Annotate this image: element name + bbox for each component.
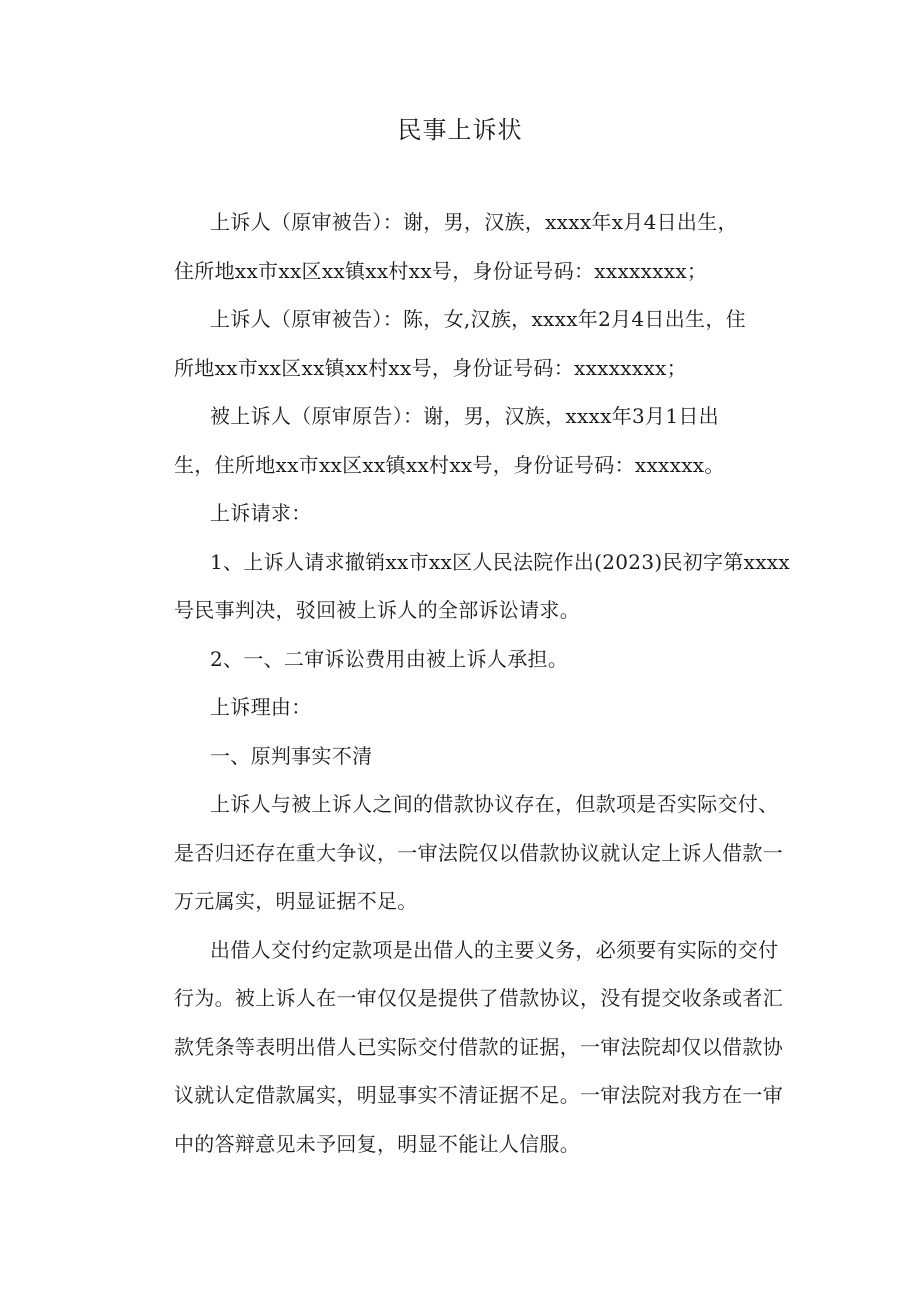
- text-line: 上诉人与被上诉人之间的借款协议存在，但款项是否实际交付、: [210, 792, 779, 816]
- text-line: 生，住所地xx市xx区xx镇xx村xx号，身份证号码：xxxxxx。: [174, 452, 725, 477]
- text-line: 出借人交付约定款项是出借人的主要义务，必须要有实际的交付: [210, 937, 779, 962]
- text-line: 中的答辩意见未予回复，明显不能让人信服。: [174, 1131, 580, 1156]
- heading-appeal-reasons: [138, 683, 786, 732]
- text-line: 住所地xx市xx区xx镇xx村xx号，身份证号码：xxxxxxxx；: [174, 258, 708, 283]
- paragraph-appellant-1: [138, 198, 786, 295]
- text-line: 所地xx市xx区xx镇xx村xx号，身份证号码：xxxxxxxx；: [174, 355, 687, 380]
- text-line: 上诉理由：: [210, 695, 312, 719]
- text-line: 是否归还存在重大争议，一审法院仅以借款协议就认定上诉人借款一: [174, 840, 783, 865]
- paragraph-request-2: [138, 635, 786, 684]
- text-line: 上诉人（原审被告）：陈，女,汉族，xxxx年2月4日出生，住: [210, 307, 746, 331]
- text-line: 上诉人（原审被告）：谢，男，汉族，xxxx年x月4日出生，: [210, 210, 738, 234]
- text-line: 万元属实，明显证据不足。: [174, 889, 418, 913]
- text-line: 议就认定借款属实，明显事实不清证据不足。一审法院对我方在一审: [174, 1083, 783, 1107]
- paragraph-appellee: [138, 392, 786, 489]
- text-line: 款凭条等表明出借人已实际交付借款的证据，一审法院却仅以借款协: [174, 1034, 783, 1059]
- text-line: 被上诉人（原审原告）：谢，男，汉族，xxxx年3月1日出: [210, 404, 719, 428]
- text-line: 一、原判事实不清: [210, 743, 373, 768]
- text-line: 行为。被上诉人在一审仅仅是提供了借款协议，没有提交收条或者汇: [174, 986, 783, 1010]
- paragraph-reason-1: [138, 780, 786, 926]
- document-title: 民事上诉状: [397, 116, 523, 144]
- document-body: [138, 198, 790, 1168]
- subheading-facts-unclear: [138, 732, 786, 781]
- text-line: 上诉请求：: [210, 501, 312, 525]
- text-line: 1、上诉人请求撤销xx市xx区人民法院作出(2023)民初字第xxxx: [210, 549, 790, 574]
- paragraph-request-1: [138, 538, 790, 635]
- heading-appeal-requests: [138, 489, 786, 538]
- text-line: 2、一、二审诉讼费用由被上诉人承担。: [210, 646, 569, 671]
- paragraph-appellant-2: [138, 295, 786, 392]
- paragraph-reason-2: [138, 926, 786, 1169]
- text-line: 号民事判决，驳回被上诉人的全部诉讼请求。: [174, 598, 580, 622]
